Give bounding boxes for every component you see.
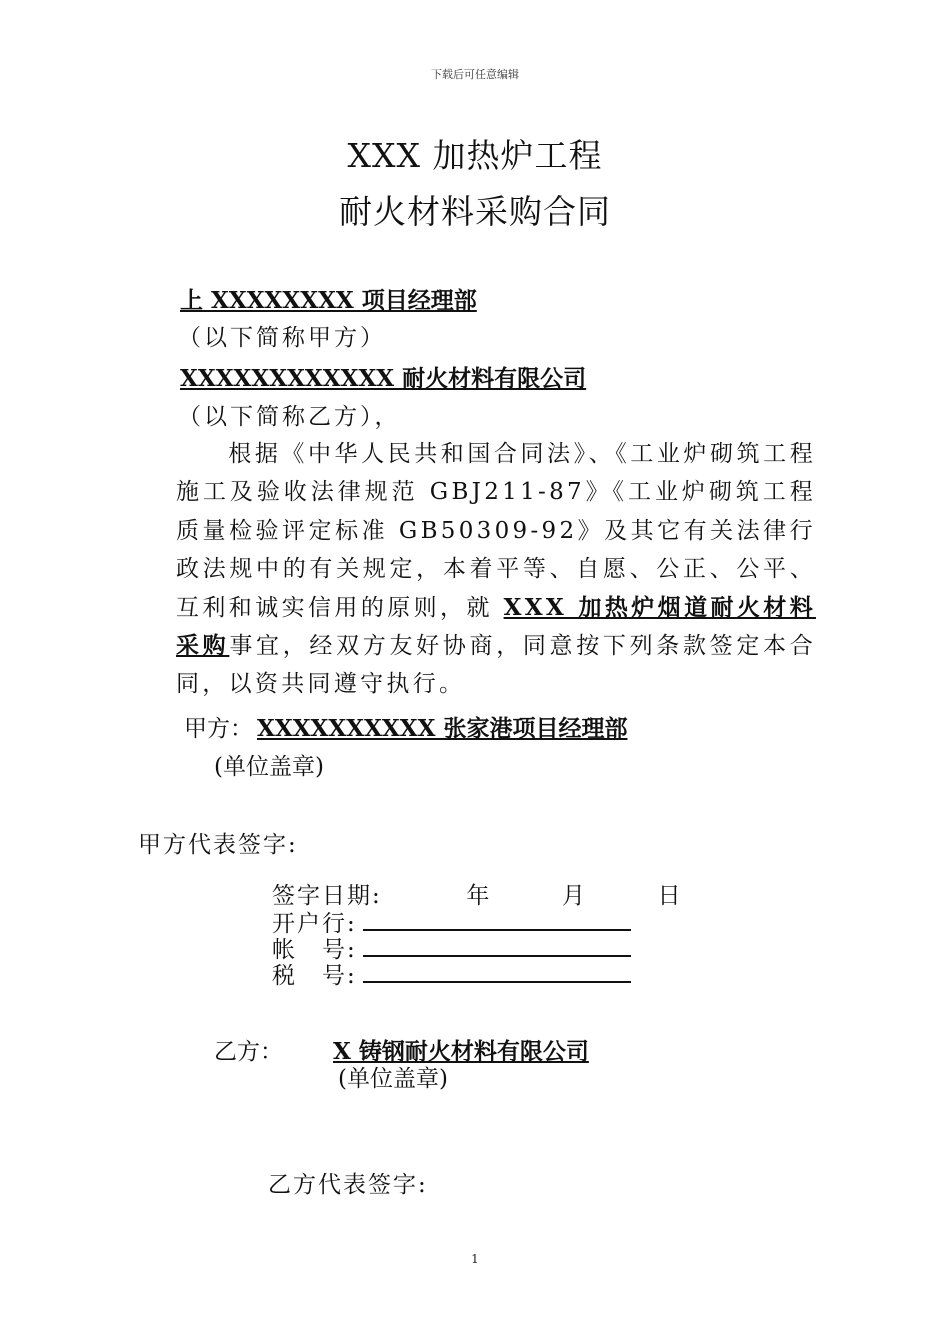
account-label: 帐 号: bbox=[272, 937, 357, 963]
purchase-subject: XXX 加热炉烟道耐火材料采购 bbox=[176, 593, 816, 660]
year-label: 年 bbox=[466, 883, 492, 909]
sign-date-label: 签字日期: bbox=[272, 883, 382, 909]
document-title-line1: XXX 加热炉工程 bbox=[347, 136, 603, 175]
party-b-note: （以下简称乙方）， bbox=[178, 404, 401, 430]
document-title-line2: 耐火材料采购合同 bbox=[339, 192, 611, 231]
preamble-text-end: 事宜，经双方友好协商，同意按下列条款签定本合同，以资共同遵守执行。 bbox=[176, 633, 816, 698]
tax-row bbox=[272, 957, 631, 990]
party-a-signature-line bbox=[184, 710, 627, 743]
month-label: 月 bbox=[562, 883, 587, 909]
tax-label: 税 号: bbox=[272, 963, 357, 989]
party-b-rep-label: 乙方代表签字: bbox=[268, 1172, 428, 1198]
tax-blank-line bbox=[363, 963, 631, 983]
bank-blank-line bbox=[363, 911, 631, 931]
party-b-seal: (单位盖章) bbox=[338, 1066, 448, 1092]
page-number: 1 bbox=[471, 1252, 479, 1266]
page-header: 下载后可任意编辑 bbox=[431, 68, 519, 81]
party-a-seal: (单位盖章) bbox=[214, 754, 324, 780]
day-label: 日 bbox=[657, 883, 683, 909]
account-blank-line bbox=[363, 937, 631, 957]
party-b-full-name: X 铸钢耐火材料有限公司 bbox=[333, 1038, 589, 1065]
party-b-name: XXXXXXXXXXXX 耐火材料有限公司 bbox=[180, 365, 587, 392]
party-a-full-name: XXXXXXXXXX 张家港项目经理部 bbox=[257, 715, 628, 742]
party-b-label: 乙方： bbox=[214, 1039, 283, 1065]
party-a-rep-label: 甲方代表签字: bbox=[138, 832, 298, 858]
contract-preamble bbox=[176, 435, 816, 704]
party-a-name: 上 XXXXXXXX 项目经理部 bbox=[180, 287, 477, 314]
preamble-text-start: 根据《中华人民共和国合同法》、《工业炉砌筑工程施工及验收法律规范 GBJ211-87》《工业炉砌筑工程质量检验评定标准 GB50309-92》及其它有关法律行政法规中的有关规定，本着平等、自愿、公正、公平、互利和诚实信用的原则，就 bbox=[176, 441, 816, 621]
bank-label: 开户行: bbox=[272, 911, 357, 937]
party-a-note: （以下简称甲方） bbox=[178, 325, 386, 351]
party-a-label: 甲方： bbox=[184, 716, 253, 742]
